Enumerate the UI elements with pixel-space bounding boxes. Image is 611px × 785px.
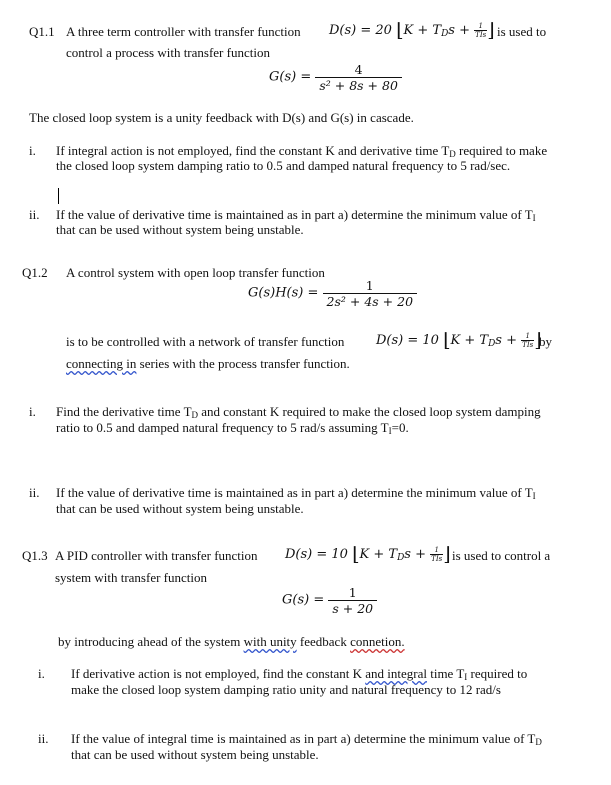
q11-ii-line2: that can be used without system being unstable. (56, 222, 304, 237)
q11-inv-ti-frac (474, 22, 487, 39)
q11-plus: + (417, 23, 429, 38)
q13-line2: system with transfer function (55, 570, 207, 585)
q13-g-den: s + 20 (328, 600, 377, 616)
q12-k: K (450, 333, 461, 348)
q11-plus2: + (459, 23, 471, 38)
q13-td-sub: D (397, 553, 405, 563)
q12-ii-sub: I (532, 491, 536, 501)
q11-used-to: is used to (497, 24, 547, 39)
q11-g-lhs: G(s) = (269, 69, 312, 85)
q12-line4 (66, 356, 350, 372)
q11-g-den: s² + 8s + 80 (315, 77, 402, 93)
q11-i-marker: i. (29, 143, 36, 158)
q11-ii-sub: I (532, 213, 536, 223)
q12-gh-frac (323, 278, 418, 309)
q12-by: by (539, 334, 552, 349)
q13-ti: T (431, 555, 436, 563)
q12-ii-line2: that can be used without system being unstable. (56, 501, 304, 516)
q12-td-sub: D (488, 339, 496, 349)
q11-ii-line1-text: If the value of derivative time is maintained as in part a) determine the minimum value of T (56, 207, 533, 222)
q12-i-marker: i. (29, 404, 36, 419)
q11-s: s (448, 23, 455, 38)
q12-ds-lhs: D(s) = 10 (376, 333, 439, 348)
q13-td: T (388, 547, 398, 562)
q11-line2: control a process with transfer function (66, 45, 270, 60)
q13-and-integral-flagged: and integral (365, 666, 427, 681)
q11-i-line2: the closed loop system damping ratio to 0.5 and damped natural frequency to 5 rad/sec. (56, 158, 511, 173)
q13-i-line1-c: required to (467, 666, 528, 681)
text-cursor (58, 188, 59, 204)
q13-k: K (359, 547, 370, 562)
q13-one: 1 (434, 546, 439, 554)
q13-used-to: is used to control a (452, 548, 551, 563)
q11-g-frac (315, 62, 402, 93)
q12-i-line1-b: and constant K required to make the closed loop system damping (198, 404, 541, 419)
q12-number: Q1.2 (22, 265, 48, 280)
q13-i-line2: make the closed loop system damping ratio unity and natural frequency to 12 rad/s (71, 682, 501, 697)
q13-i-line1-b: time T (426, 666, 465, 681)
q12-ii-marker: ii. (29, 485, 40, 500)
q12-i-sub2: I (388, 426, 392, 436)
q12-i-line2-a: ratio to 0.5 and damped natural frequency to 5 rad/s assuming T (56, 420, 389, 435)
q13-ii-sub: D (535, 737, 542, 747)
q11-ii-marker: ii. (29, 207, 40, 222)
q11-ti-sub: I (479, 31, 483, 39)
q11-one: 1 (478, 22, 483, 30)
q13-s: s (404, 547, 411, 562)
q13-i-sub: I (464, 672, 468, 682)
q12-i-line1-a: Find the derivative time T (56, 404, 192, 419)
q11-g-num: 4 (354, 62, 363, 77)
q13-unity-flagged: with unity (243, 634, 297, 649)
q12-connecting-flagged: connecting in (66, 356, 137, 371)
q12-gh-lhs: G(s)H(s) = (248, 285, 319, 301)
q13-ds-lhs: D(s) = 10 (285, 547, 348, 562)
q12-ti-sub: I (526, 341, 530, 349)
q12-s-small: s (529, 341, 534, 349)
q11-intro: A three term controller with transfer function (66, 24, 301, 39)
q11-td: T (432, 23, 442, 38)
q13-connetion-flagged: connetion. (350, 634, 405, 649)
q13-s-small: s (438, 555, 443, 563)
q12-one: 1 (525, 332, 530, 340)
q11-plant-tf (269, 62, 402, 93)
q13-plant-tf (282, 585, 377, 616)
q11-i-sub: D (449, 149, 456, 159)
q11-closed-loop: The closed loop system is a unity feedback with D(s) and G(s) in cascade. (29, 110, 414, 125)
q12-s: s (495, 333, 502, 348)
q12-td: T (479, 333, 489, 348)
q12-ti: T (522, 341, 527, 349)
q11-ti: T (475, 31, 480, 39)
q13-ti-sub: I (435, 555, 439, 563)
q13-plus: + (373, 547, 385, 562)
q11-number: Q1.1 (29, 24, 55, 39)
q11-s-small: s (482, 31, 487, 39)
q13-i-marker: i. (38, 666, 45, 681)
q11-i-line1-end: required to make (455, 143, 548, 158)
q12-controller-tf: D(s) = 10 ⌊K + $T_Ds$ + 1 TIs ⌋ (376, 329, 542, 352)
q13-ii-line2: that can be used without system being unstable. (71, 747, 319, 762)
q11-k: K (403, 23, 414, 38)
q13-g-num: 1 (348, 585, 357, 600)
q12-line3: is to be controlled with a network of transfer function (66, 334, 345, 349)
q11-controller-tf: D(s) = 20 ⌊K + $T_Ds$ + 1 TIs ⌋ (329, 19, 495, 42)
q13-ii-line1-text: If the value of integral time is maintained as in part a) determine the minimum value of T (71, 731, 536, 746)
q12-i-line2-b: =0. (391, 420, 409, 435)
q12-plant-tf (248, 278, 417, 309)
q13-inv-ti-frac (430, 546, 443, 563)
q12-gh-den: 2s² + 4s + 20 (323, 293, 418, 309)
q13-number: Q1.3 (22, 548, 48, 563)
q11-i-line1-text: If integral action is not employed, find the constant K and derivative time T (56, 143, 450, 158)
q13-g-lhs: G(s) = (282, 592, 325, 608)
q12-inv-ti-frac (521, 332, 534, 349)
q12-line4-rest: series with the process transfer function. (136, 356, 350, 371)
q13-controller-tf: D(s) = 10 ⌊K + $T_Ds$ + 1 TIs ⌋ (285, 543, 451, 566)
q13-intro: A PID controller with transfer function (55, 548, 258, 563)
q11-td-sub: D (441, 29, 449, 39)
q12-plus2: + (506, 333, 518, 348)
q12-plus: + (464, 333, 476, 348)
q12-i-line2 (56, 420, 409, 439)
q12-i-sub1: D (191, 410, 199, 420)
q13-g-frac (328, 585, 377, 616)
q13-line3-b: feedback (296, 634, 347, 649)
q13-i-line1-a: If derivative action is not employed, find the constant K (71, 666, 362, 681)
q11-ds-lhs: D(s) = 20 (329, 23, 392, 38)
q12-intro: A control system with open loop transfer function (66, 265, 325, 280)
q13-ii-marker: ii. (38, 731, 49, 746)
q12-ii-line1-text: If the value of derivative time is maintained as in part a) determine the minimum value of T (56, 485, 533, 500)
q12-gh-num: 1 (365, 278, 374, 293)
q13-line3 (58, 634, 405, 650)
q13-line3-a: by introducing ahead of the system (58, 634, 241, 649)
q13-plus2: + (415, 547, 427, 562)
